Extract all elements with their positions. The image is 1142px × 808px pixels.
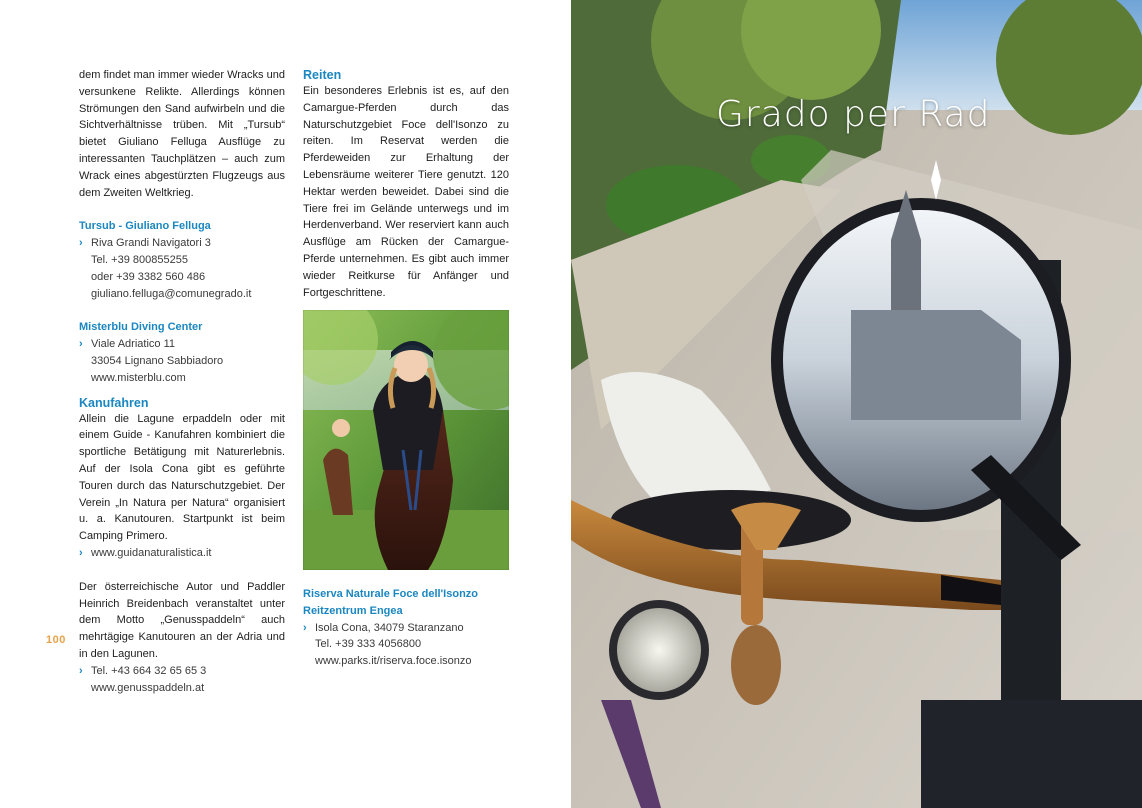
tursub-email[interactable]: giuliano.felluga@comunegrado.it (91, 287, 252, 300)
right-text-column (303, 67, 509, 301)
kanufahren-web[interactable]: www.guidanaturalistica.it (91, 546, 212, 559)
page-number: 100 (46, 634, 66, 646)
kanufahren-heading: Kanufahren (79, 395, 149, 410)
tursub-address: Riva Grandi Navigatori 3 (91, 237, 211, 250)
kanufahren-paragraph: Allein die Lagune erpaddeln oder mit einem Guide - Kanufahren kombiniert die sportliche Betätigung mit Naturerlebnis. Auf der Isola Cona gibt es geführte Touren durch das Naturschutzgebiet. Der Verein „In Natura per Natura“ organisiert u. a. Kanutouren. Startpunkt ist beim Camping Primero. (79, 412, 285, 543)
tursub-phone-alt: oder +39 3382 560 486 (91, 270, 206, 283)
left-text-column (79, 67, 285, 696)
reiten-paragraph: Ein besonderes Erlebnis ist es, auf den Camargue-Pferden durch das Naturschutzgebiet Foce dell'Isonzo zu reiten. Im Reservat werden die Pferdeweiden zur Erhaltung der Lebensräume weiterer Tiere genutzt. 120 Hektar werden beweidet. Dabei sind die Tiere frei im Gelände unterwegs und im Herdenverband. Wer reserviert kann auch Ausflüge am Rücken der Camargue-Pferde unternehmen. Es gibt auch immer wieder Reitkurse für Anfänger und Fortgeschrittene. (303, 85, 509, 299)
arrow-icon: › (303, 621, 307, 634)
misterblu-contact (79, 336, 285, 386)
genusspaddeln-paragraph: Der österreichische Autor und Paddler Heinrich Breidenbach veranstaltet unter dem Motto „Genusspaddeln“ auch mehrtägige Kanutouren an der Adria und in den Lagunen. (79, 580, 285, 660)
horse-rider-photo (303, 310, 509, 570)
diving-intro-paragraph: dem findet man immer wieder Wracks und versunkene Relikte. Allerdings können Strömungen den Sand aufwirbeln und die Sichtverhältnisse trüben. Mit „Tursub“ bietet Giuliano Felluga Ausflüge zu interessanten Tauchplätzen – auch zum Wrack eines abgestürzten Flugzeugs aus dem Zweiten Weltkrieg. (79, 69, 285, 199)
kanufahren-contact (79, 545, 285, 562)
riserva-phone: Tel. +39 333 4056800 (315, 638, 422, 651)
misterblu-name: Misterblu Diving Center (79, 321, 203, 334)
misterblu-city: 33054 Lignano Sabbiadoro (91, 354, 224, 367)
tursub-phone: Tel. +39 800855255 (91, 253, 188, 266)
arrow-icon: › (79, 338, 83, 351)
misterblu-address: Viale Adriatico 11 (91, 338, 175, 351)
photo-title: Grado per Rad (716, 94, 991, 135)
genusspaddeln-web[interactable]: www.genusspaddeln.at (91, 681, 205, 694)
riserva-block (303, 586, 509, 670)
riserva-name: Riserva Naturale Foce dell'Isonzo (303, 588, 479, 600)
genusspaddeln-contact (79, 663, 285, 697)
genusspaddeln-phone: Tel. +43 664 32 65 65 3 (91, 664, 207, 677)
tursub-name: Tursub - Giuliano Felluga (79, 220, 211, 233)
reitzentrum-name: Reitzentrum Engea (303, 604, 403, 617)
tursub-contact (79, 235, 285, 302)
riserva-web[interactable]: www.parks.it/riserva.foce.isonzo (315, 655, 472, 668)
misterblu-web[interactable]: www.misterblu.com (91, 371, 186, 384)
reiten-heading: Reiten (303, 68, 342, 82)
arrow-icon: › (79, 237, 83, 250)
riserva-contact (303, 620, 509, 670)
arrow-icon: › (79, 664, 83, 677)
riserva-address: Isola Cona, 34079 Staranzano (315, 621, 464, 634)
arrow-icon: › (79, 546, 83, 559)
